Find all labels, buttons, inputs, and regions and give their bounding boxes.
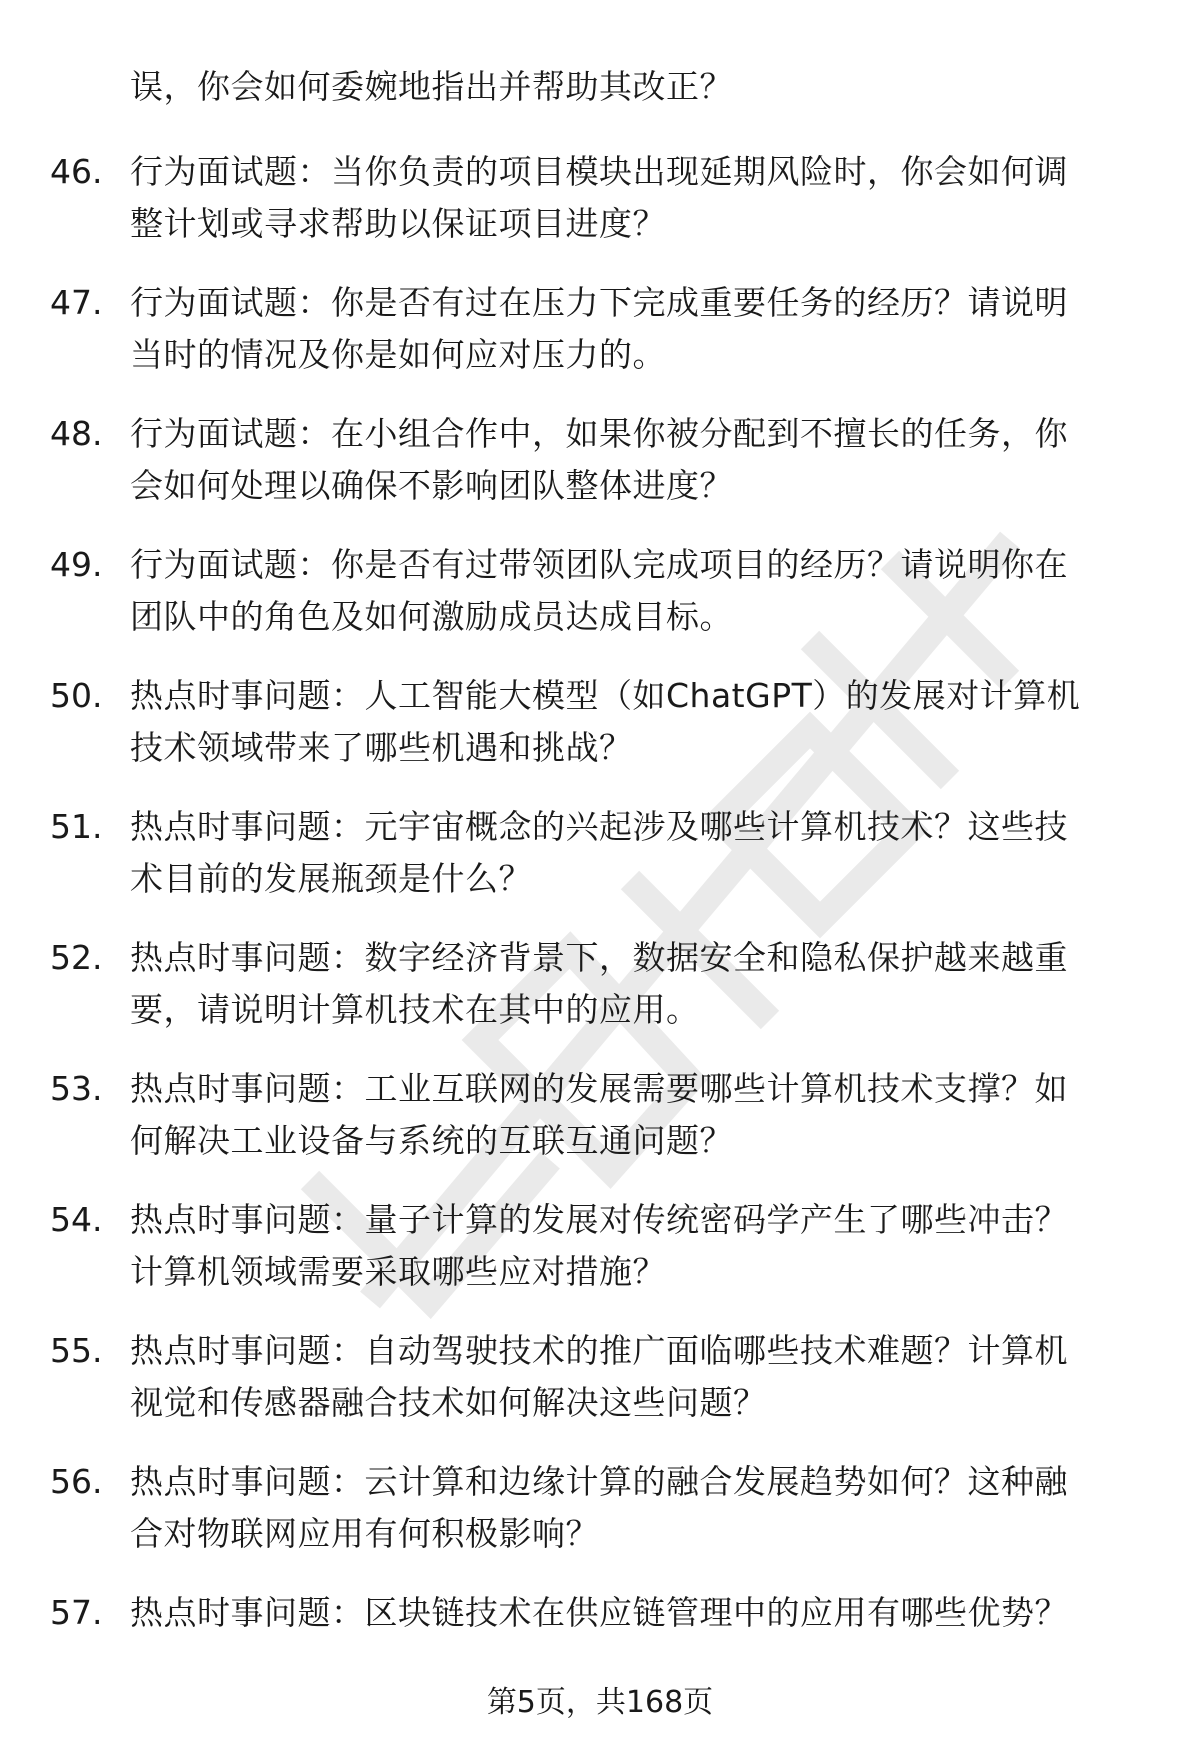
question-text-line: 何解决工业设备与系统的互联互通问题？	[130, 1121, 733, 1160]
question-text	[130, 277, 1150, 381]
question-number: 46.	[50, 152, 103, 191]
question-item	[0, 932, 1200, 1063]
page-footer: 第5页，共168页	[486, 1685, 714, 1720]
question-number: 57.	[50, 1593, 103, 1632]
question-text-line: 要，请说明计算机技术在其中的应用。	[130, 990, 700, 1029]
question-item	[0, 539, 1200, 670]
question-item	[0, 408, 1200, 539]
question-text-line: 热点时事问题：区块链技术在供应链管理中的应用有哪些优势？	[130, 1593, 1068, 1632]
question-text	[130, 1456, 1150, 1560]
question-item	[0, 146, 1200, 277]
question-text	[130, 539, 1150, 643]
question-text	[130, 1063, 1150, 1167]
question-text	[130, 670, 1150, 774]
question-number: 52.	[50, 938, 103, 977]
question-text-line: 术目前的发展瓶颈是什么？	[130, 859, 532, 898]
continuation-text: 误，你会如何委婉地指出并帮助其改正？	[130, 67, 733, 106]
question-number: 47.	[50, 283, 103, 322]
question-text-line: 热点时事问题：自动驾驶技术的推广面临哪些技术难题？计算机	[130, 1331, 1068, 1370]
question-text-line: 技术领域带来了哪些机遇和挑战？	[130, 728, 633, 767]
question-text	[130, 932, 1150, 1036]
question-text-line: 热点时事问题：人工智能大模型（如ChatGPT）的发展对计算机	[130, 676, 1081, 715]
question-number: 54.	[50, 1200, 103, 1239]
question-item	[0, 670, 1200, 801]
question-list	[0, 146, 1200, 1718]
question-item	[0, 277, 1200, 408]
question-text-line: 计算机领域需要采取哪些应对措施？	[130, 1252, 666, 1291]
question-text-line: 行为面试题：你是否有过在压力下完成重要任务的经历？请说明	[130, 283, 1068, 322]
question-text-line: 整计划或寻求帮助以保证项目进度？	[130, 204, 666, 243]
question-text	[130, 1587, 1150, 1639]
question-item	[0, 1194, 1200, 1325]
question-item	[0, 801, 1200, 932]
question-text-line: 热点时事问题：数字经济背景下，数据安全和隐私保护越来越重	[130, 938, 1068, 977]
question-text	[130, 1194, 1150, 1298]
question-text-line: 视觉和传感器融合技术如何解决这些问题？	[130, 1383, 767, 1422]
question-number: 50.	[50, 676, 103, 715]
question-number: 51.	[50, 807, 103, 846]
question-number: 55.	[50, 1331, 103, 1370]
question-text-line: 当时的情况及你是如何应对压力的。	[130, 335, 666, 374]
question-text	[130, 408, 1150, 512]
question-text-line: 行为面试题：你是否有过带领团队完成项目的经历？请说明你在	[130, 545, 1068, 584]
question-text	[130, 146, 1150, 250]
question-number: 49.	[50, 545, 103, 584]
question-item	[0, 1063, 1200, 1194]
question-number: 53.	[50, 1069, 103, 1108]
question-text-line: 团队中的角色及如何激励成员达成目标。	[130, 597, 733, 636]
question-text-line: 合对物联网应用有何积极影响？	[130, 1514, 599, 1553]
question-item	[0, 1456, 1200, 1587]
question-text-line: 会如何处理以确保不影响团队整体进度？	[130, 466, 733, 505]
question-text	[130, 801, 1150, 905]
question-number: 56.	[50, 1462, 103, 1501]
question-text-line: 热点时事问题：量子计算的发展对传统密码学产生了哪些冲击？	[130, 1200, 1068, 1239]
question-text-line: 热点时事问题：云计算和边缘计算的融合发展趋势如何？这种融	[130, 1462, 1068, 1501]
question-text	[130, 1325, 1150, 1429]
question-item	[0, 1325, 1200, 1456]
question-text-line: 行为面试题：在小组合作中，如果你被分配到不擅长的任务，你	[130, 414, 1068, 453]
question-text-line: 热点时事问题：元宇宙概念的兴起涉及哪些计算机技术？这些技	[130, 807, 1068, 846]
question-text-line: 行为面试题：当你负责的项目模块出现延期风险时，你会如何调	[130, 152, 1068, 191]
question-text-line: 热点时事问题：工业互联网的发展需要哪些计算机技术支撑？如	[130, 1069, 1068, 1108]
question-number: 48.	[50, 414, 103, 453]
